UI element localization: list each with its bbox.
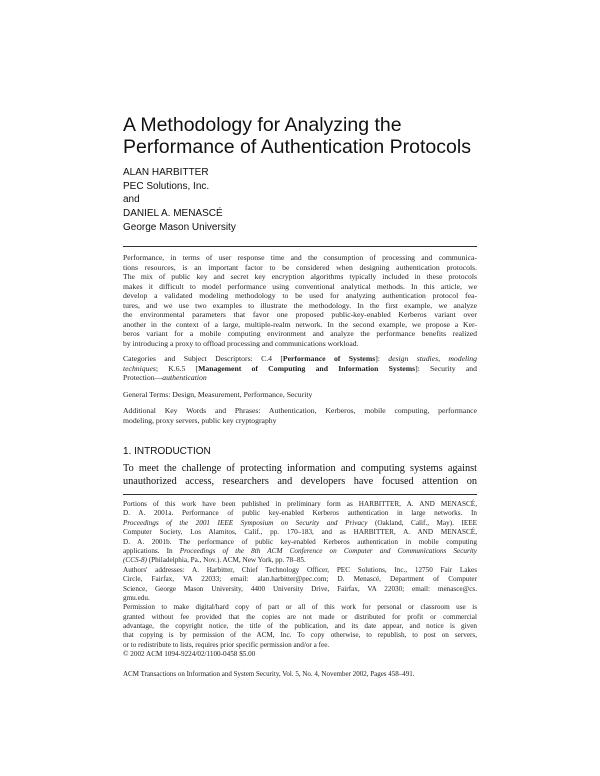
footnote-line: (CCS-8) (Philadelphia, Pa., Nov.). ACM, New York, pp. 78–85. (123, 556, 306, 565)
section-body (123, 462, 477, 489)
keywords (123, 406, 477, 425)
keywords-line: modeling, proxy servers, public key cryptography (123, 415, 277, 425)
abstract-line: makes it difficult to model performance using conventional analytical methods. In this article, we (123, 281, 477, 291)
categories-line: Protection—authentication (123, 373, 207, 383)
categories-line: techniques; K.6.5 [Management of Computing and Information Systems]: Security and (123, 363, 477, 373)
author-affiliation-1: PEC Solutions, Inc. (123, 180, 210, 192)
abstract-line: another in the context of a large, multiple-realm network. In the second example, we propose a Ker- (123, 319, 477, 329)
title-line-1: A Methodology for Analyzing the (123, 114, 402, 136)
footnote-line: applications. In Proceedings of the 8th ACM Conference on Computer and Communications Security (123, 546, 477, 555)
body-line: To meet the challenge of protecting information and computing systems against (123, 463, 477, 474)
body-line: unauthorized access, researchers and developers have focused attention on (123, 476, 477, 488)
author-name-1: ALAN HARBITTER (123, 167, 209, 178)
footnote-rule (123, 494, 477, 495)
abstract-line: the environmental parameters that favor one proposed public-key-enabled Kerberos variant over (123, 310, 477, 320)
abstract-line: develop a validated modeling methodology to be used for analyzing authentication protocol fea- (123, 291, 477, 301)
paper-title (123, 114, 543, 158)
abstract-line: tions resources, is an important factor to be considered when designing authentication protocols. (123, 262, 477, 272)
title-line-2: Performance of Authentication Protocols (123, 136, 471, 158)
footnote-line: Portions of this work have been published in preliminary form as HARBITTER, A. AND MENASCÉ, (123, 500, 477, 508)
footnote-line: D. A. 2001b. The performance of public key-enabled Kerberos authentication in mobile computing (123, 537, 477, 546)
abstract (123, 253, 477, 348)
section-heading: 1. INTRODUCTION (123, 446, 211, 457)
footnote-line: gmu.edu. (123, 593, 150, 602)
footnote-line: D. A. 2001a. Performance of public key-enabled Kerberos authentication in large networks. In (123, 509, 477, 518)
footnote-line: Science, George Mason University, 4400 University Drive, Fairfax, VA 22030; email: menasce@cs. (123, 584, 477, 593)
author-affiliation-2: George Mason University (123, 221, 236, 233)
footnote-line: Authors' addresses: A. Harbitter, Chief Technology Officer, PEC Solutions, Inc., 12750 Fair Lakes (123, 565, 477, 574)
abstract-line: The mix of public key and secret key encryption algorithms typically included in these protocols (123, 272, 477, 282)
footnote-line: or to redistribute to lists, requires prior specific permission and/or a fee. (123, 640, 330, 649)
categories-descriptors (123, 354, 477, 383)
footnote-line: Computer Society, Los Alamitos, Calif., pp. 170–183, and as HARBITTER, A. AND MENASCÉ, (123, 528, 477, 537)
keywords-line: Additional Key Words and Phrases: Authentication, Kerberos, mobile computing, performance (123, 406, 477, 415)
abstract-line: tures, and we use two examples to illustrate the methodology. In the first example, we analyze (123, 300, 477, 310)
footnote-line: advantage, the copyright notice, the title of the publication, and its date appear, and notice is given (123, 622, 477, 631)
general-terms (123, 390, 477, 400)
author-name-2: DANIEL A. MENASCÉ (123, 208, 223, 220)
general-terms-line: General Terms: Design, Measurement, Performance, Security (123, 390, 313, 399)
footnote-line: Circle, Fairfax, VA 22033; email: alan.harbitter@pec.com; D. Menascé, Department of Computer (123, 575, 477, 584)
abstract-line: beros variant for a mobile computing environment and analyze the performance benefits realized (123, 329, 477, 339)
author-block (123, 166, 236, 235)
footnote (123, 500, 477, 660)
author-conjunction: and (123, 194, 140, 206)
abstract-line: by introducing a proxy to offload processing and communications workload. (123, 338, 359, 348)
footnote-line: granted without fee provided that the copies are not made or distributed for profit or commercial (123, 612, 477, 621)
copyright-line: © 2002 ACM 1094-9224/02/1100-0458 $5.00 (123, 650, 256, 659)
divider-rule (123, 246, 477, 247)
footnote-line: Permission to make digital/hard copy of part or all of this work for personal or classroom use is (123, 603, 477, 612)
footnote-line: Proceedings of the 2001 IEEE Symposium on Security and Privacy (Oakland, Calif., May). IEEE (123, 518, 478, 527)
abstract-line: Performance, in terms of user response time and the consumption of processing and communica- (123, 253, 477, 262)
categories-line: Categories and Subject Descriptors: C.4 [Performance of Systems]: design studies, modeling (123, 354, 477, 363)
journal-footer: ACM Transactions on Information and System Security, Vol. 5, No. 4, November 2002, Pages 458–491. (123, 670, 415, 678)
footnote-line: that copying is by permission of the ACM, Inc. To copy otherwise, to republish, to post on servers, (123, 631, 477, 640)
